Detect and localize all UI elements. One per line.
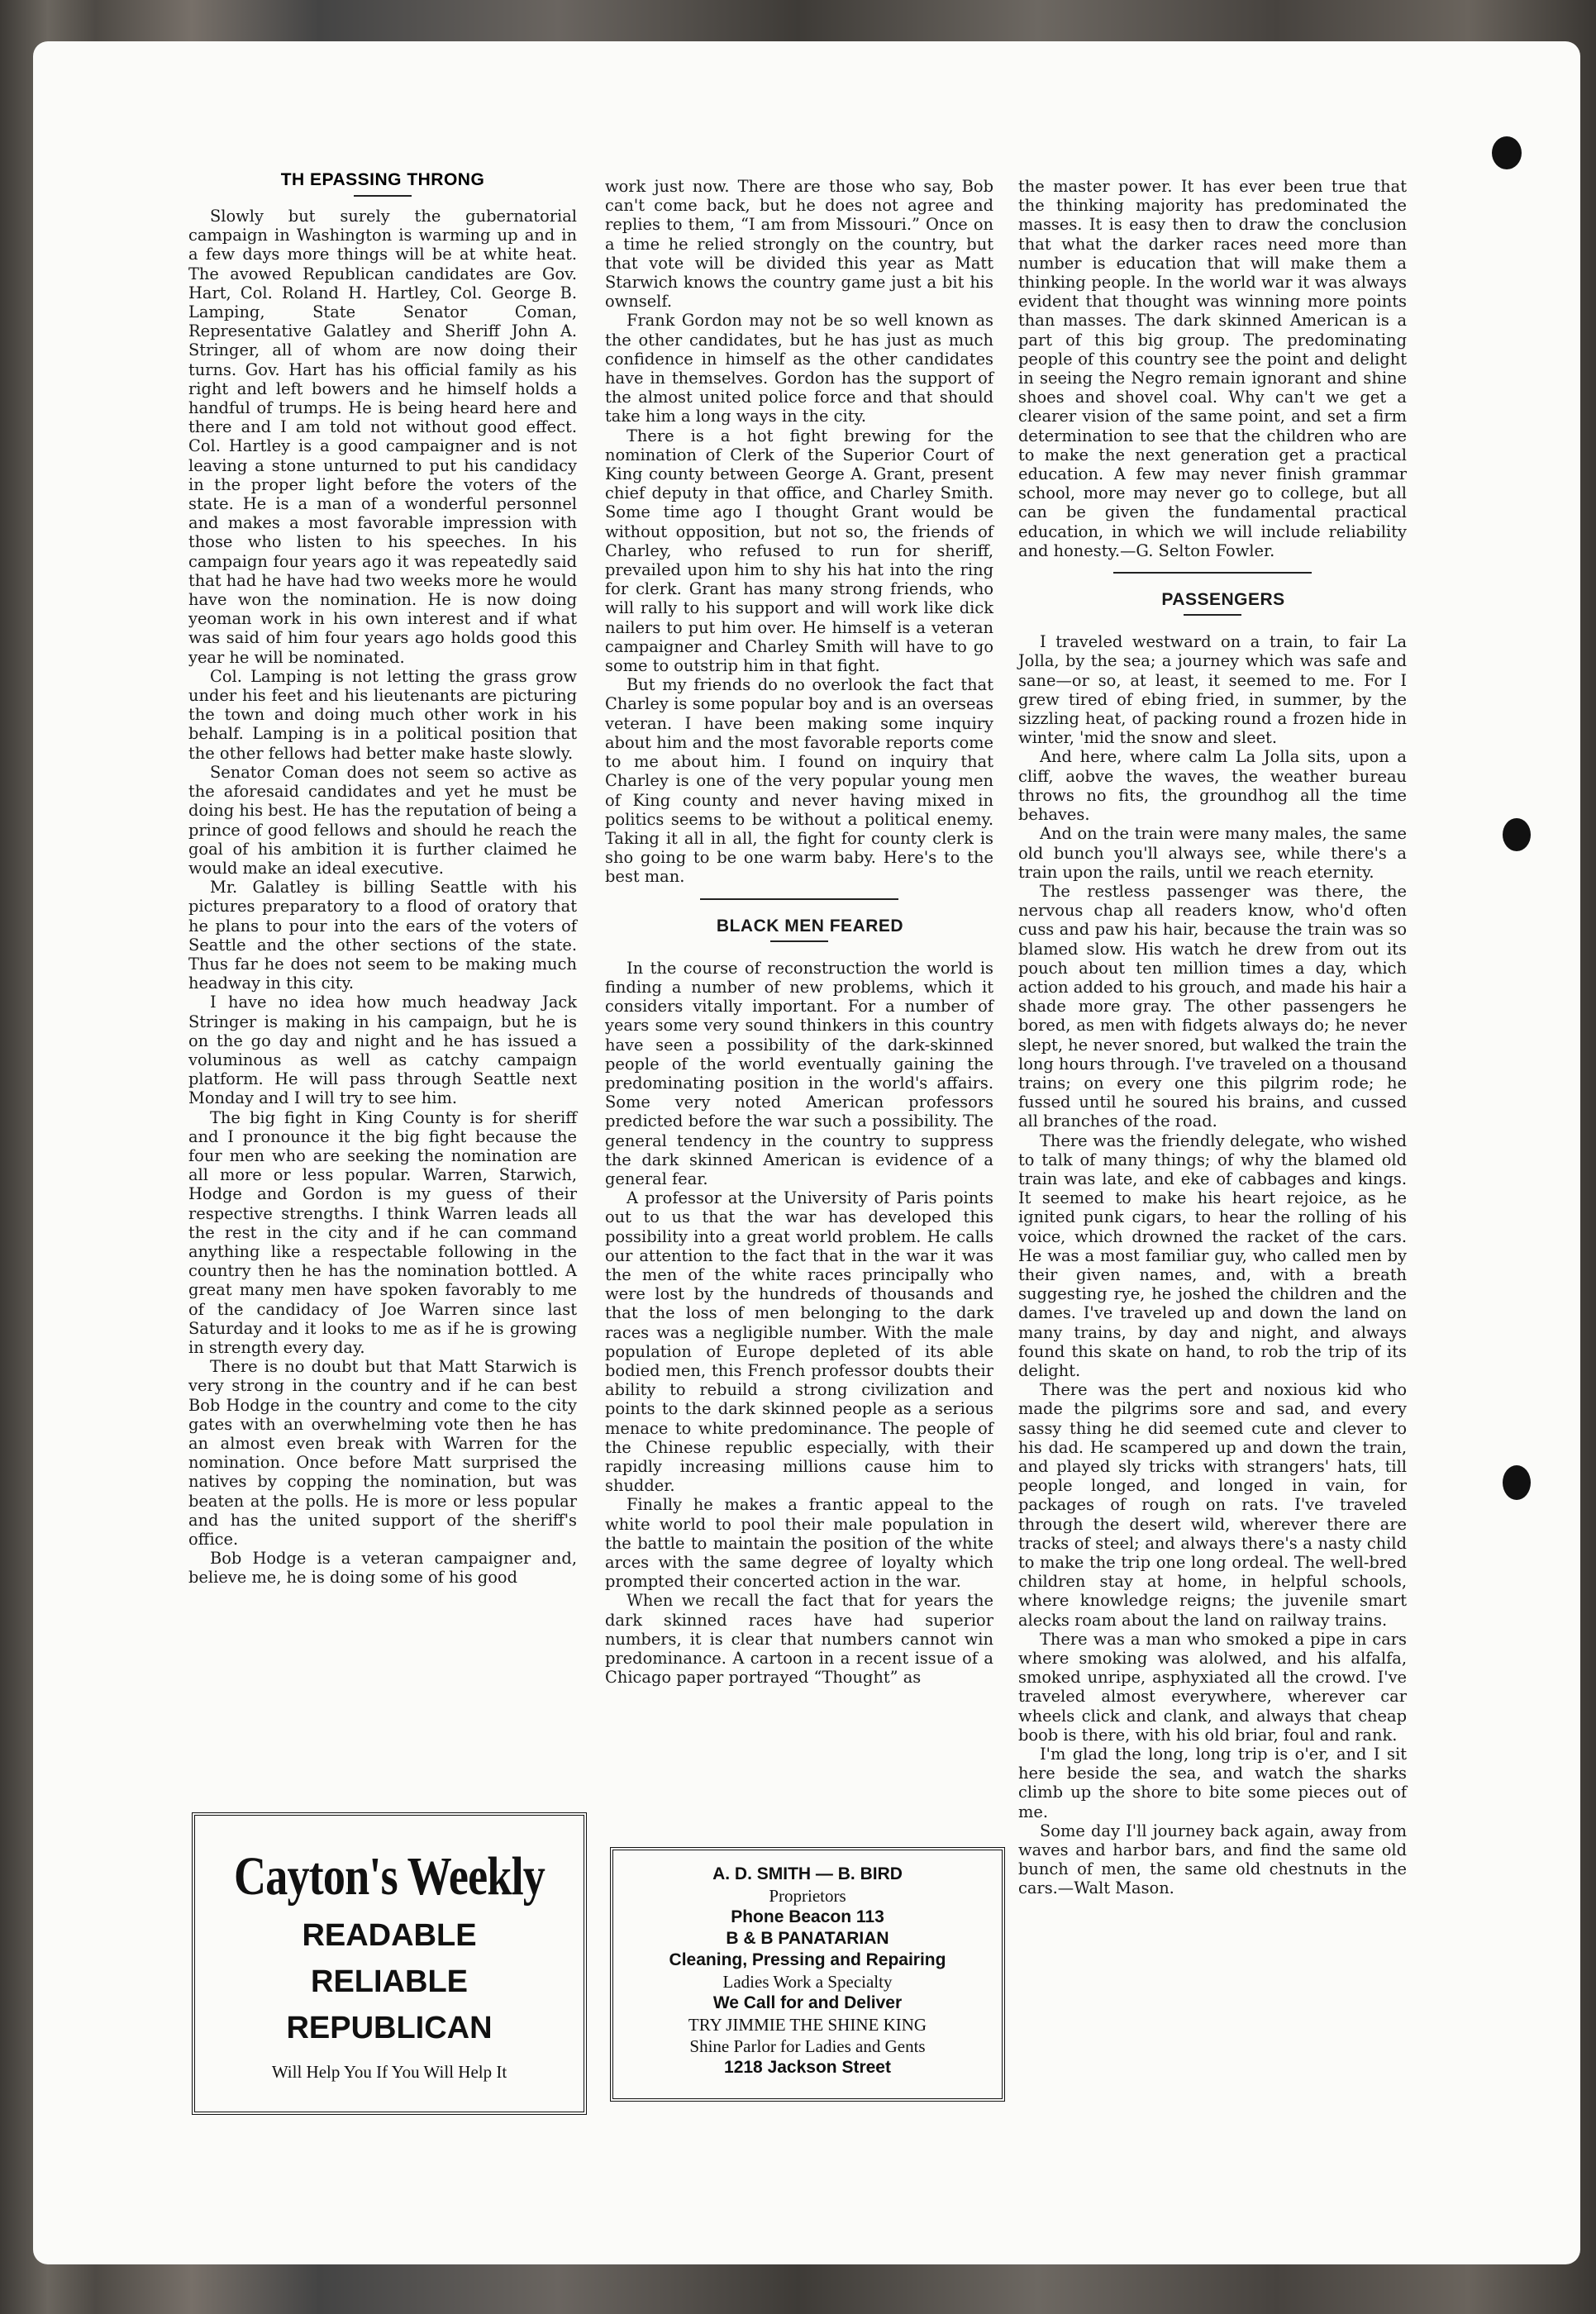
- paragraph: When we recall the fact that for years the dark skinned races have had superior numbers, it is clear that numbers cannot win predominance. A cartoon in a recent issue of a Chicago paper portrayed “Thought” as: [605, 1591, 993, 1688]
- paragraph: There was a man who smoked a pipe in cars where smoking was alolwed, and his alfalfa, smoked unripe, asphyxiated all the crowd. I've traveled almost everywhere, wherever car wheels click and clank, and always that cheap boob is there, with his old briar, foul and rank.: [1018, 1629, 1407, 1745]
- ad-line: RELIABLE: [311, 1964, 468, 1999]
- ad-proprietors: Proprietors: [769, 1886, 846, 1906]
- ad-phone: Phone Beacon 113: [731, 1907, 884, 1926]
- ad-bb-panatarian: [610, 1847, 1005, 2102]
- ad-tagline: Will Help You If You Will Help It: [271, 2062, 507, 2082]
- paragraph: The big fight in King County is for sheriff and I pronounce it the big fight because the four men who are seeking the nomination are all more or less popular. Warren, Starwich, Hodge and Gordon is my guess of their respective strengths. I think Warren leads all the rest in the city and if he can command anything like a respectable following in the country then he has the nomination bottled. A great many men have spoken favorably to me of the candidacy of Joe Warren since last Saturday and it looks to me as if he is growing in strength every day.: [188, 1107, 577, 1357]
- paragraph: Bob Hodge is a veteran campaigner and, believe me, he is doing some of his good: [188, 1549, 577, 1588]
- paragraph: There is no doubt but that Matt Starwich is very strong in the country and if he can best Bob Hodge in the country and come to the city gates with an overwhelming vote then he has an almost even break with Warren for the nomination. Once before Matt surprised the natives by copping the nomination, but was beaten at the polls. He is more or less popular and has the united support of the sheriff's office.: [188, 1357, 577, 1550]
- ad-caytons-weekly: [192, 1812, 587, 2115]
- paragraph: But my friends do no overlook the fact that Charley is some popular boy and is an overseas veteran. I have been making some inquiry about him and the most favorable reports come to me about him. I found on inquiry that Charley is one of the very popular young men of King county and never having mixed in politics seems to be without a political enemy. Taking it all in all, the fight for county clerk is sho going to be one warm baby. Here's to the best man.: [605, 675, 993, 887]
- paragraph: Some day I'll journey back again, away from waves and harbor bars, and find the same old bunch of men, the same old chestnuts in the cars.—Walt Mason.: [1018, 1821, 1407, 1898]
- ad-line: REPUBLICAN: [286, 2011, 493, 2045]
- ad-title: Cayton's Weekly: [233, 1846, 545, 1907]
- headline-passing-throng: TH EPASSING THRONG: [280, 170, 485, 189]
- ad-shine: TRY JIMMIE THE SHINE KING: [688, 2015, 927, 2035]
- headline-rule: [1184, 614, 1241, 616]
- ink-blot: [1503, 1465, 1531, 1500]
- ad-business-name: B & B PANATARIAN: [726, 1929, 889, 1948]
- paragraph: Col. Lamping is not letting the grass grow under his feet and his lieutenants are picturing the town and doing much other work in his behalf. Lamping is in a political position that the other fellows had better make haste slowly.: [188, 666, 577, 763]
- section-divider: [700, 898, 898, 900]
- paragraph: And on the train were many males, the same old bunch you'll always see, while there's a train upon the rails, until we reach eternity.: [1018, 824, 1407, 882]
- headline-rule: [354, 195, 412, 197]
- paragraph: Frank Gordon may not be so well known as the other candidates, but he has just as much confidence in himself as the other candidates have in themselves. Gordon has the support of the almost united police force and that should take him a long ways in the city.: [605, 311, 993, 426]
- ink-blot: [1503, 818, 1531, 851]
- column-1: [188, 207, 577, 1588]
- paragraph: A professor at the University of Paris points out to us that the war has developed this possibility into a great world problem. He calls our attention to the fact that in the war it was the men of the white races principally who were lost by the hundreds of thousands and that the loss of men belonging to the dark races was a negligible number. With the male population of Europe depleted of its able bodied men, this French professor doubts their ability to rebuild a strong civilization and points to the dark skinned people as a serious menace to white predominance. The people of the Chinese republic especially, with their rapidly increasing millions cause him to shudder.: [605, 1188, 993, 1496]
- headline-passengers: PASSENGERS: [1161, 590, 1285, 610]
- ad-address: 1218 Jackson Street: [724, 2058, 891, 2077]
- paragraph: I traveled westward on a train, to fair La Jolla, by the sea; a journey which was safe and sane—or so, at least, it seemed to me. For I grew tired of ebing fried, in summer, by the sizzling heat, of packing round a frozen hide in winter, 'mid the snow and sleet.: [1018, 632, 1407, 748]
- paragraph: There was the friendly delegate, who wished to talk of many things; of why the blamed old train was late, and eke of cabbages and kings. It seemed to make his heart rejoice, as he ignited punk cigars, to hear the rolling of his voice, which drowned the racket of the cars. He was a most familiar guy, who called men by their given names, and, with a breath suggesting rye, he joshed the children and the dames. I've traveled up and down the land on many trains, by day and night, and always found this skate on hand, to rob the trip of its delight.: [1018, 1131, 1407, 1380]
- paragraph: There is a hot fight brewing for the nomination of Clerk of the Superior Court of King county between George A. Grant, present chief deputy in that office, and Charley Smith. Some time ago I thought Grant would be without opposition, but not so, the friends of Charley, who refused to run for sheriff, prevailed upon him to shy his hat into the ring for clerk. Grant has many strong friends, who will rally to his support and will work like dick nailers to put him over. He himself is a veteran campaigner and Charley Smith will have to go some to outstrip him in that fight.: [605, 426, 993, 676]
- paragraph: Slowly but surely the gubernatorial campaign in Washington is warming up and in a few days more things will be at white heat. The avowed Republican candidates are Gov. Hart, Col. Roland H. Hartley, Col. George B. Lamping, State Senator Coman, Representative Galatley and Sheriff John A. Stringer, all of whom are now doing their turns. Gov. Hart has his official family as his right and left bowers and he himself holds a handful of trumps. He is being heard here and there and I am told not without good effect. Col. Hartley is a good campaigner and is not leaving a stone unturned to put his candidacy in the proper light before the voters of the state. He is a man of a wonderful personnel and makes a most favorable impression with those who listen to his speeches. In his campaign four years ago it was repeatedly said that had he have had two weeks more he would have won the nomination. He is now doing yeoman work in his own interest and if what was said of him four years ago holds good this year he will be nominated.: [188, 207, 577, 667]
- paragraph: And here, where calm La Jolla sits, upon a cliff, aobve the waves, the weather bureau throws no fits, the groundhog all the time behaves.: [1018, 747, 1407, 825]
- paragraph: The restless passenger was there, the nervous chap all readers know, who'd often cuss and paw his hair, because the train was so blamed slow. His watch he drew from out its pouch about ten million times a day, which action added to his grouch, and made his hair a shade more gray. The other passengers he bored, as men with fidgets always do; he never slept, he never snored, but walked the train the long hours through. I've traveled on a thousand trains; on every one this pilgrim rode; he fussed until he soured his brains, and cussed all branches of the road.: [1018, 881, 1407, 1131]
- paragraph: I'm glad the long, long trip is o'er, and I sit here beside the sea, and watch the sharks climb up the shore to bite some pieces out of me.: [1018, 1745, 1407, 1821]
- column-2: [605, 177, 993, 1687]
- paragraph: work just now. There are those who say, Bob can't come back, but he does not agree and replies to them, “I am from Missouri.” Once on a time he relied strongly on the country, but that vote will be divided this year as Matt Starwich knows the country game just a bit his ownself.: [605, 177, 993, 312]
- ad-parlor: Shine Parlor for Ladies and Gents: [689, 2036, 926, 2056]
- paragraph: the master power. It has ever been true that the thinking majority has predominated the masses. It is easy then to draw the conclusion that what the darker races need more than number is education that will make them a thinking people. In the world war it was always evident that thought was winning more points than masses. The dark skinned American is a part of this big group. The predominating people of this country see the point and delight in seeing the Negro remain ignorant and shine shoes and shovel coal. Why can't we get a clearer vision of the same point, and set a firm determination to see that the children who are to make the next generation get a practical education. A few may never finish grammar school, more may never go to college, but all can be given the fundamental practical education, in which we will include reliability and honesty.—G. Selton Fowler.: [1018, 177, 1407, 560]
- ad-services: Cleaning, Pressing and Repairing: [669, 1950, 946, 1969]
- ink-blot: [1492, 136, 1522, 169]
- paragraph: There was the pert and noxious kid who made the pilgrims sore and sad, and every sassy thing he did seemed cute and clever to his dad. He scampered up and down the train, and played sly tricks with strangers' hats, till people longed, and longed in vain, for packages of rough on rats. I've traveled through the desert wild, wherever there are tracks of steel; and always there's a nasty child to make the trip one long ordeal. The well-bred children stay at home, in helpful schools, where knowledge reigns; the juvenile smart alecks roam about the land on railway trains.: [1018, 1380, 1407, 1630]
- paragraph: Finally he makes a frantic appeal to the white world to pool their male population in the battle to maintain the position of the white arces with the same degree of loyalty which prompted their concerted action in the war.: [605, 1495, 993, 1592]
- ad-ladies: Ladies Work a Specialty: [722, 1972, 893, 1992]
- column-3: [1018, 177, 1407, 1898]
- ad-owners: A. D. SMITH — B. BIRD: [712, 1864, 903, 1883]
- ad-line: READABLE: [302, 1918, 477, 1953]
- headline-rule: [770, 940, 828, 942]
- paragraph: Mr. Galatley is billing Seattle with his pictures preparatory to a flood of oratory that he plans to pour into the ears of the voters of Seattle and the other sections of the state. Thus far he does not seem to be making much headway in this city.: [188, 878, 577, 993]
- paragraph: Senator Coman does not seem so active as the aforesaid candidates and yet he must be doing his best. He has the reputation of being a prince of good fellows and should he reach the goal of his ambition it is further claimed he would make an ideal executive.: [188, 762, 577, 878]
- section-divider: [1113, 572, 1312, 574]
- paragraph: In the course of reconstruction the world is finding a number of new problems, which it considers vitally important. For a number of years some very sound thinkers in this country have seen a possibility of the dark-skinned people of the world eventually gaining the predominating position in the world's affairs. Some very noted American professors predicted before the war such a possibility. The general tendency in the country to suppress the dark skinned American is evidence of a general fear.: [605, 958, 993, 1188]
- headline-black-men-feared: BLACK MEN FEARED: [716, 916, 904, 936]
- ad-deliver: We Call for and Deliver: [712, 1993, 903, 2012]
- paragraph: I have no idea how much headway Jack Stringer is making in his campaign, but he is on the go day and night and he has issued a voluminous as well as catchy campaign platform. He will pass through Seattle next Monday and I will try to see him.: [188, 993, 577, 1108]
